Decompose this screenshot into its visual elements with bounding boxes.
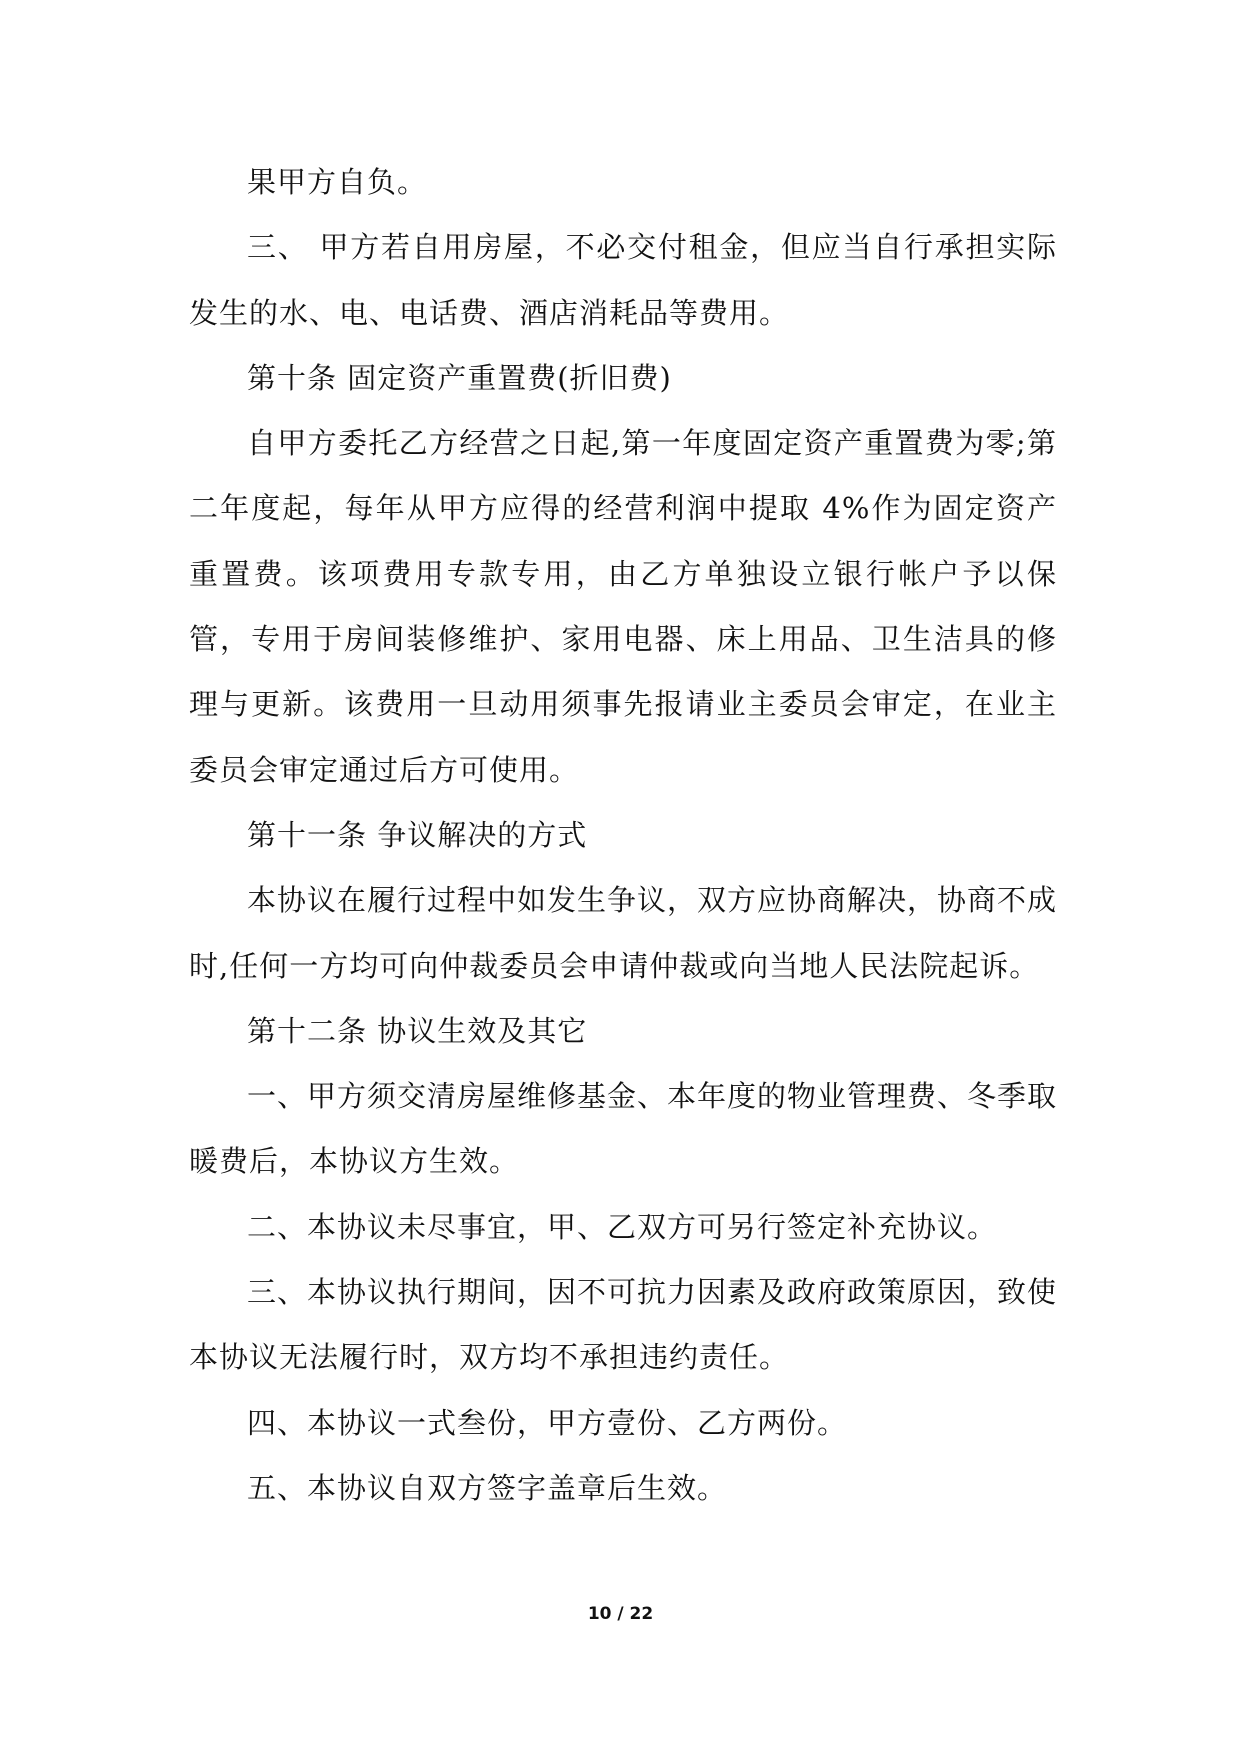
paragraph-continuation: 果甲方自负。 (247, 165, 428, 199)
article-10-body: 自甲方委托乙方经营之日起,第一年度固定资产重置费为零;第二年度起，每年从甲方应得的经营利润中提取 4%作为固定资产重置费。该项费用专款专用，由乙方单独设立银行帐户予以保管，专用于房间装修维护、家用电器、床上用品、卫生洁具的修理与更新。该费用一旦动用须事先报请业主委员会审定，在业主委员会审定通过后方可使用。 (189, 426, 1057, 787)
article-10-heading: 第十条 固定资产重置费(折旧费) (247, 360, 672, 395)
article-12-clause-4: 四、本协议一式叁份，甲方壹份、乙方两份。 (247, 1405, 848, 1440)
article-12-clause-5: 五、本协议自双方签字盖章后生效。 (247, 1470, 728, 1505)
article-12-clause-3: 三、本协议执行期间，因不可抗力因素及政府政策原因，致使本协议无法履行时，双方均不承担违约责任。 (189, 1275, 1058, 1375)
article-11-body: 本协议在履行过程中如发生争议，双方应协商解决，协商不成时,任何一方均可向仲裁委员会申请仲裁或向当地人民法院起诉。 (189, 883, 1058, 983)
article-11-heading: 第十一条 争议解决的方式 (247, 817, 588, 852)
article-12-heading: 第十二条 协议生效及其它 (247, 1013, 588, 1048)
paragraph-clause-3-self-use: 三、 甲方若自用房屋，不必交付租金，但应当自行承担实际发生的水、电、电话费、酒店消耗品等费用。 (189, 230, 1057, 330)
page-number: 10 / 22 (587, 1604, 654, 1624)
article-12-clause-2: 二、本协议未尽事宜，甲、乙双方可另行签定补充协议。 (247, 1209, 998, 1244)
article-12-clause-1: 一、甲方须交清房屋维修基金、本年度的物业管理费、冬季取暖费后，本协议方生效。 (189, 1079, 1058, 1179)
document-body (189, 150, 1057, 1521)
